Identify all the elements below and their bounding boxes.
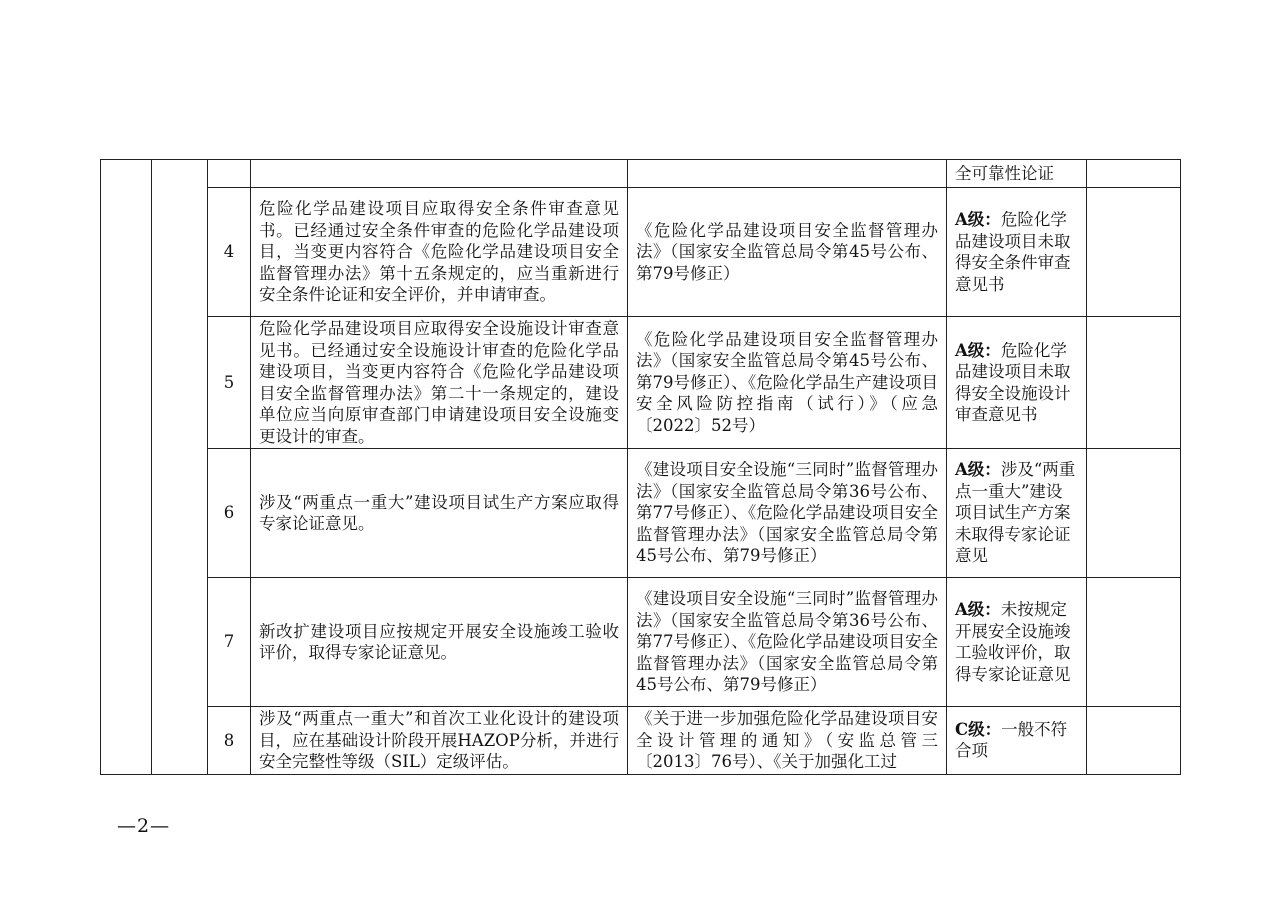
remarks-cell <box>1087 707 1181 775</box>
basis-cell <box>628 160 947 188</box>
level-cell <box>947 578 1087 707</box>
level-label: A级： <box>955 600 1001 619</box>
level-text: 全可靠性论证 <box>955 163 1054 183</box>
table-row <box>101 317 1181 449</box>
basis-text: 《危险化学品建设项目安全监督管理办法》（国家安全监管总局令第45号公布、第79号修正）、《危险化学品生产建设项目安全风险防控指南（试行）》（应急〔2022〕52号） <box>628 317 947 449</box>
row-number: 8 <box>208 707 251 775</box>
level-label: A级： <box>955 210 1001 229</box>
row-number: 6 <box>208 449 251 578</box>
requirement-text: 涉及“两重点一重大”建设项目试生产方案应取得专家论证意见。 <box>251 449 628 578</box>
level-label: C级： <box>955 719 1002 739</box>
level-cell <box>947 188 1087 317</box>
row-number: 7 <box>208 578 251 707</box>
subcategory-cell <box>152 160 208 775</box>
row-number-cell <box>208 160 251 188</box>
table-row <box>101 188 1181 317</box>
basis-text: 《建设项目安全设施“三同时”监督管理办法》（国家安全监管总局令第36号公布、第77号修正）、《危险化学品建设项目安全监督管理办法》（国家安全监管总局令第45号公布、第79号修正） <box>628 578 947 707</box>
table-row <box>101 449 1181 578</box>
remarks-cell <box>1087 160 1181 188</box>
category-cell <box>101 160 152 775</box>
remarks-cell <box>1087 317 1181 449</box>
row-number: 5 <box>208 317 251 449</box>
level-cell <box>947 160 1087 188</box>
remarks-cell <box>1087 188 1181 317</box>
requirement-text: 新改扩建设项目应按规定开展安全设施竣工验收评价，取得专家论证意见。 <box>251 578 628 707</box>
level-cell <box>947 317 1087 449</box>
basis-text: 《危险化学品建设项目安全监督管理办法》（国家安全监管总局令第45号公布、第79号修正） <box>628 188 947 317</box>
level-text: 一般不符合项 <box>955 719 1068 761</box>
requirement-text: 危险化学品建设项目应取得安全条件审查意见书。已经通过安全条件审查的危险化学品建设项目，当变更内容符合《危险化学品建设项目安全监督管理办法》第十五条规定的，应当重新进行安全条件论证和安全评价，并申请审查。 <box>251 188 628 317</box>
level-text: 涉及“两重点一重大”建设项目试生产方案未取得专家论证意见 <box>955 460 1076 566</box>
level-cell <box>947 707 1087 775</box>
level-label: A级： <box>955 460 1001 480</box>
continuation-row <box>101 160 1181 188</box>
level-label: A级： <box>955 340 1001 360</box>
basis-text: 《关于进一步加强危险化学品建设项目安全设计管理的通知》（安监总管三〔2013〕76号）、《关于加强化工过 <box>628 707 947 775</box>
level-text: 未按规定开展安全设施竣工验收评价，取得专家论证意见 <box>955 600 1071 684</box>
requirement-text: 涉及“两重点一重大”和首次工业化设计的建设项目，应在基础设计阶段开展HAZOP分析，并进行安全完整性等级（SIL）定级评估。 <box>251 707 628 775</box>
page-number: —2— <box>117 815 171 837</box>
remarks-cell <box>1087 449 1181 578</box>
table-row <box>101 707 1181 775</box>
row-number: 4 <box>208 188 251 317</box>
requirement-text: 危险化学品建设项目应取得安全设施设计审查意见书。已经通过安全设施设计审查的危险化学品建设项目，当变更内容符合《危险化学品建设项目安全监督管理办法》第二十一条规定的，建设单位应当向原审查部门申请建设项目安全设施变更设计的审查。 <box>251 317 628 449</box>
level-text: 危险化学品建设项目未取得安全设施设计审查意见书 <box>955 340 1071 424</box>
basis-text: 《建设项目安全设施“三同时”监督管理办法》（国家安全监管总局令第36号公布、第77号修正）、《危险化学品建设项目安全监督管理办法》（国家安全监管总局令第45号公布、第79号修正） <box>628 449 947 578</box>
inspection-table <box>100 159 1181 775</box>
requirement-cell <box>251 160 628 188</box>
table-row <box>101 578 1181 707</box>
level-text: 危险化学品建设项目未取得安全条件审查意见书 <box>955 210 1071 294</box>
level-cell <box>947 449 1087 578</box>
remarks-cell <box>1087 578 1181 707</box>
